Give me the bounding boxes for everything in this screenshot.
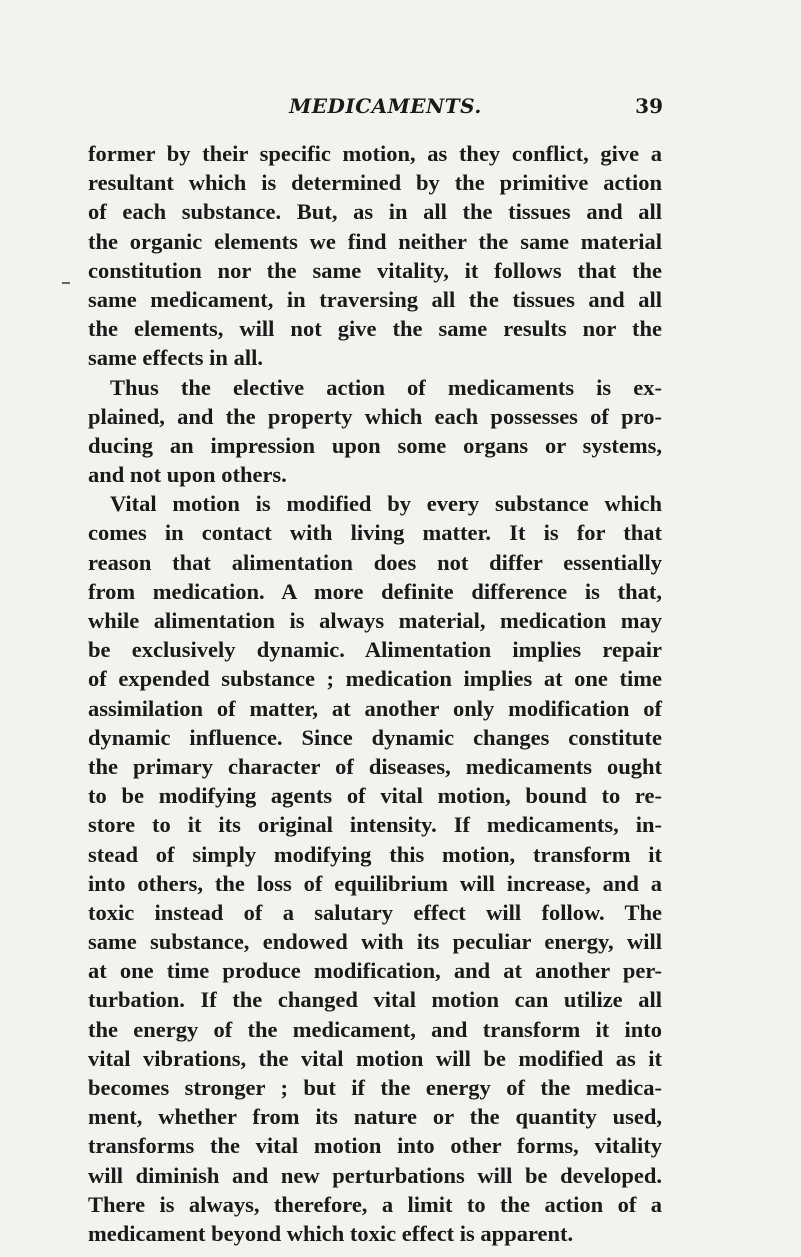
text-line: There is always, therefore, a limit to the action of a: [88, 1191, 662, 1217]
text-line: medicament beyond which toxic effect is apparent.: [88, 1220, 574, 1246]
text-line: the elements, will not give the same results nor the: [88, 316, 662, 342]
text-line: dynamic influence. Since dynamic changes constitute: [88, 724, 662, 750]
text-line: stead of simply modifying this motion, transform it: [88, 841, 662, 867]
text-line: the organic elements we find neither the same material: [88, 228, 662, 254]
text-line: ducing an impression upon some organs or systems,: [88, 432, 662, 458]
text-line: same substance, endowed with its peculiar energy, will: [88, 929, 662, 955]
text-line: comes in contact with living matter. It is for that: [88, 520, 662, 546]
text-line: reason that alimentation does not differ essentially: [88, 549, 662, 575]
text-line: assimilation of matter, at another only modification of: [88, 695, 662, 721]
text-line: to be modifying agents of vital motion, bound to re-: [88, 783, 662, 809]
text-line: from medication. A more definite difference is that,: [88, 578, 662, 604]
text-line: ment, whether from its nature or the quantity used,: [88, 1104, 662, 1130]
text-line: of each substance. But, as in all the tissues and all: [88, 199, 662, 225]
text-line: transforms the vital motion into other forms, vitality: [88, 1133, 662, 1159]
text-line: same medicament, in traversing all the tissues and all: [88, 286, 662, 312]
text-line: resultant which is determined by the primitive action: [88, 170, 662, 196]
page-number: 39: [635, 94, 663, 118]
running-head: [88, 91, 663, 121]
text-line: while alimentation is always material, medication may: [88, 608, 662, 633]
paragraph-start-line: Thus the elective action of medicaments is ex-: [110, 374, 662, 400]
text-line: the energy of the medicament, and transform it into: [88, 1016, 662, 1042]
text-line: will diminish and new perturbations will be developed.: [88, 1162, 662, 1188]
text-line: becomes stronger ; but if the energy of the medica-: [88, 1075, 662, 1100]
text-line: and not upon others.: [88, 462, 287, 488]
margin-mark: [62, 282, 70, 284]
text-line: the primary character of diseases, medicaments ought: [88, 753, 662, 779]
text-line: same effects in all.: [88, 345, 263, 371]
text-line: turbation. If the changed vital motion can utilize all: [88, 987, 662, 1013]
text-line: at one time produce modification, and at another per-: [88, 958, 662, 984]
text-line: plained, and the property which each possesses of pro-: [88, 403, 662, 429]
running-head-title: MEDICAMENTS.: [289, 94, 482, 118]
text-line: store to it its original intensity. If medicaments, in-: [88, 812, 662, 838]
text-line: into others, the loss of equilibrium will increase, and a: [88, 870, 662, 896]
paragraph-start-line: Vital motion is modified by every substance which: [110, 491, 662, 517]
text-line: constitution nor the same vitality, it follows that the: [88, 257, 662, 283]
text-line: toxic instead of a salutary effect will follow. The: [88, 899, 662, 925]
text-line: vital vibrations, the vital motion will be modified as it: [88, 1045, 662, 1071]
text-line: former by their specific motion, as they conflict, give a: [88, 141, 662, 166]
text-line: be exclusively dynamic. Alimentation implies repair: [88, 637, 662, 663]
body-text: [88, 139, 662, 1248]
text-line: of expended substance ; medication implies at one time: [88, 666, 662, 692]
